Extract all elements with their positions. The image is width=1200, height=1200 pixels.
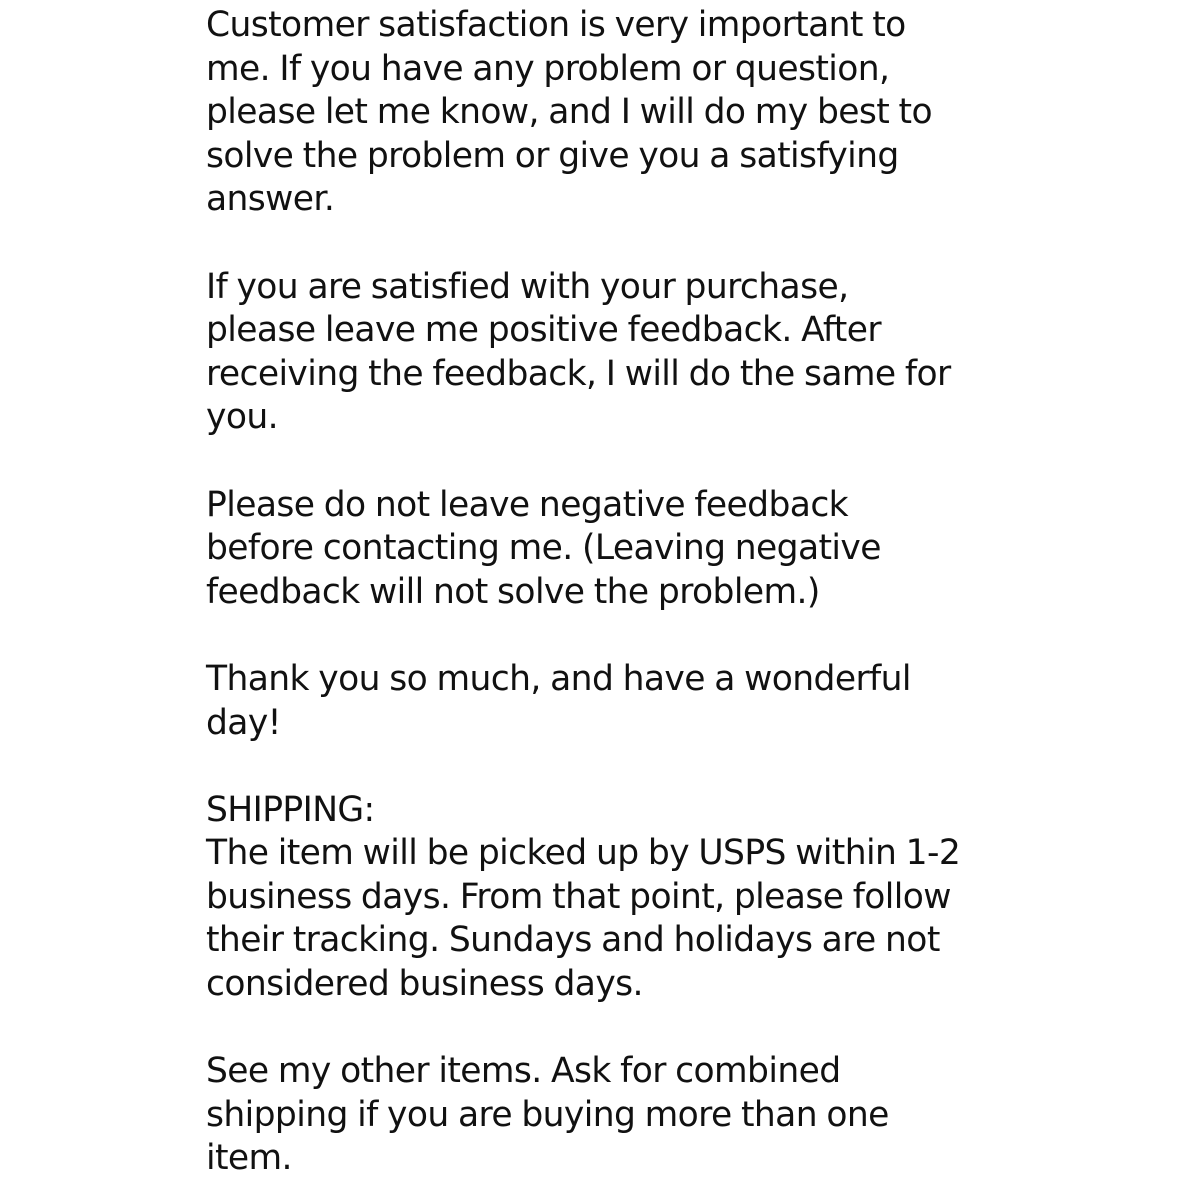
text-line: day! [206,702,281,743]
shipping-paragraph [206,789,1006,1007]
negative-feedback-paragraph [206,484,1006,615]
text-line: you. [206,397,278,438]
text-line: considered business days. [206,964,643,1005]
text-line: solve the problem or give you a satisfying [206,135,899,176]
text-line: please leave me positive feedback. After [206,310,881,351]
policy-text [206,4,1006,1181]
text-line: business days. From that point, please follow [206,876,951,917]
text-line: me. If you have any problem or question, [206,48,890,89]
text-line: Please do not leave negative feedback [206,484,849,525]
text-line: See my other items. Ask for combined [206,1051,841,1092]
other-items-paragraph [206,1050,1006,1181]
text-line: If you are satisfied with your purchase, [206,266,849,307]
text-line: answer. [206,179,335,220]
text-line: feedback will not solve the problem.) [206,571,820,612]
text-line: Thank you so much, and have a wonderful [206,658,911,699]
shipping-heading: SHIPPING: [206,789,375,830]
thank-you-paragraph [206,658,1006,745]
satisfaction-paragraph [206,4,1006,222]
text-line: before contacting me. (Leaving negative [206,528,881,569]
text-line: item. [206,1138,292,1179]
text-line: their tracking. Sundays and holidays are not [206,920,940,961]
text-line: The item will be picked up by USPS within 1-2 [206,833,961,874]
text-line: receiving the feedback, I will do the same for [206,353,951,394]
text-line: shipping if you are buying more than one [206,1094,889,1135]
feedback-paragraph [206,266,1006,440]
text-line: Customer satisfaction is very important to [206,5,906,45]
text-line: please let me know, and I will do my best to [206,92,932,133]
